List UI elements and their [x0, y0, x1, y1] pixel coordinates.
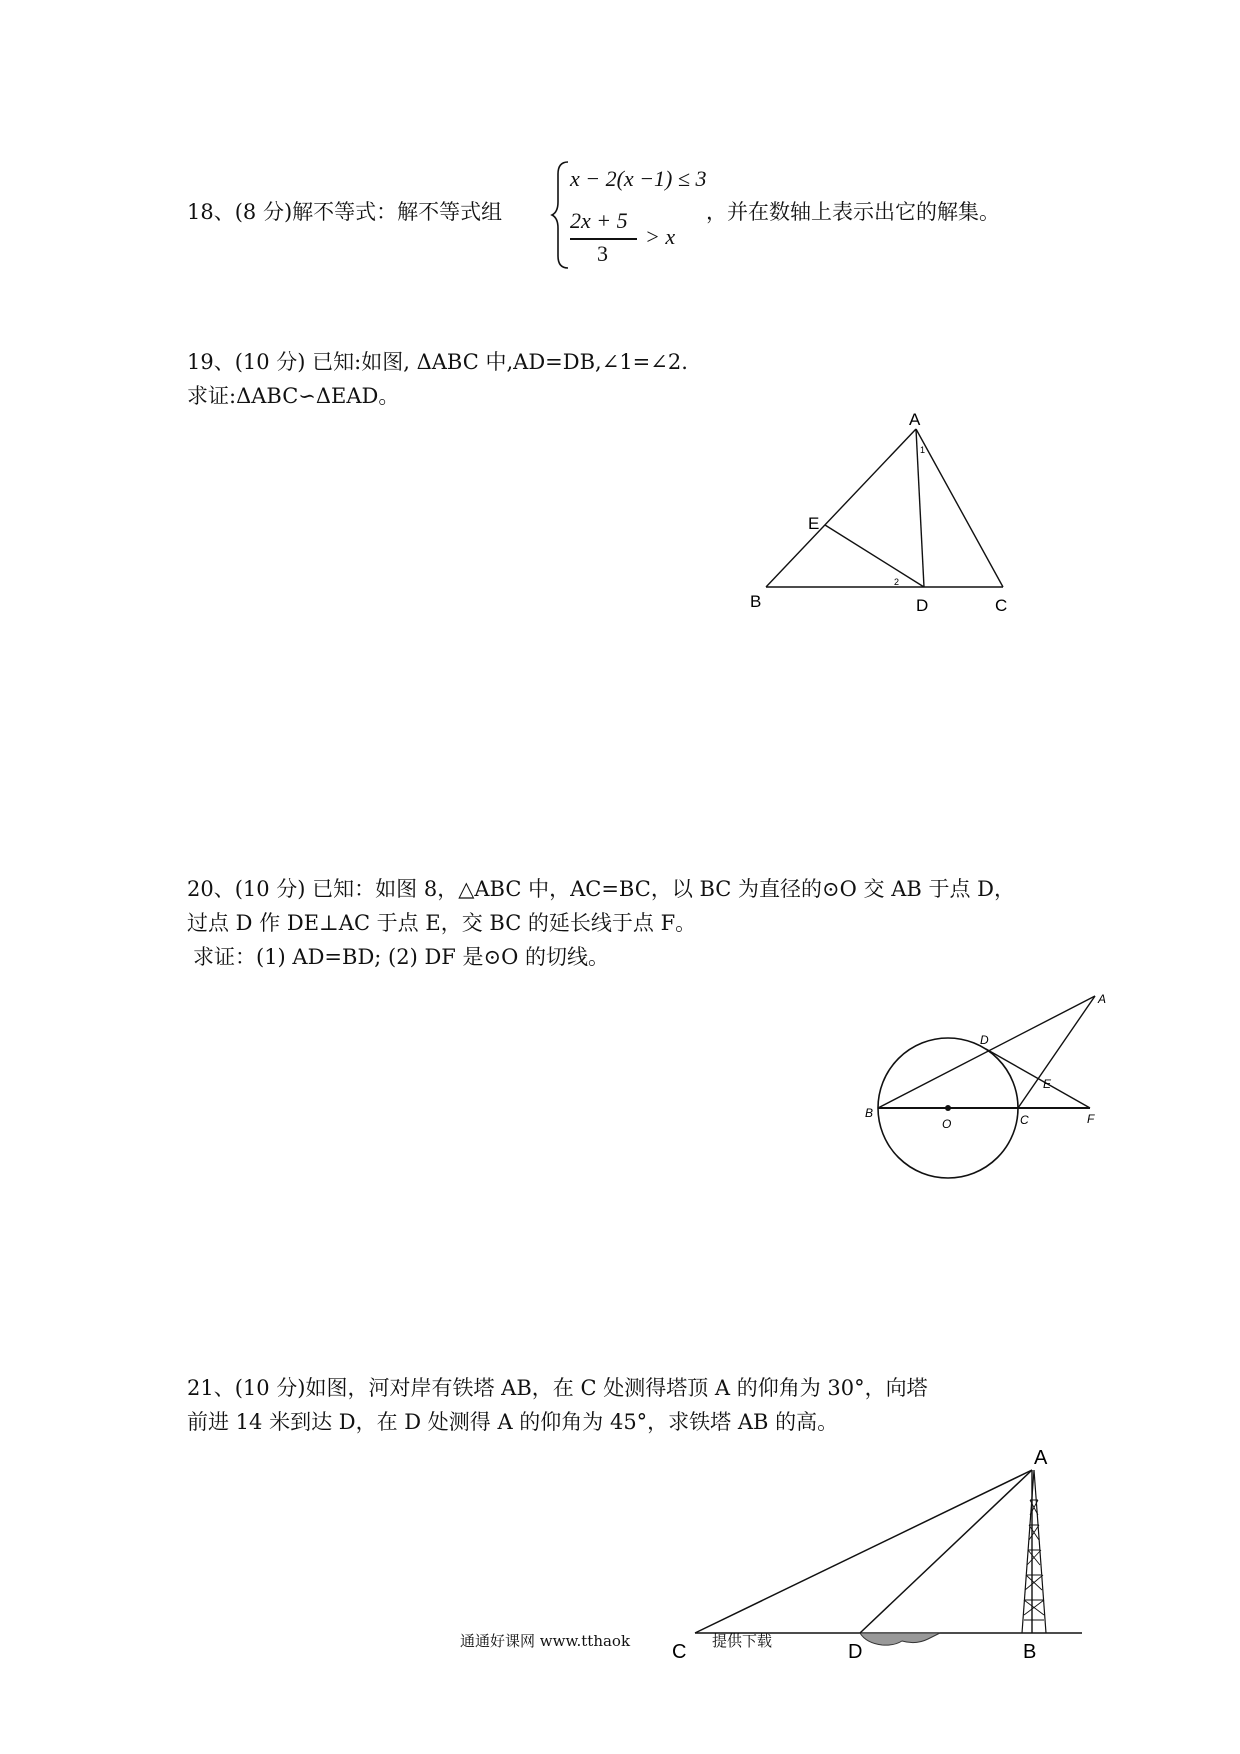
- q20-label-E: E: [1043, 1077, 1052, 1091]
- q21-line-2: 前进 14 米到达 D，在 D 处测得 A 的仰角为 45°，求铁塔 AB 的高。: [187, 1410, 839, 1434]
- q19-label-B: B: [750, 592, 762, 611]
- q20-label-C: C: [1020, 1113, 1029, 1127]
- q18-prefix: 18、(8 分)解不等式：解不等式组: [187, 200, 503, 224]
- q21-label-A: A: [1034, 1447, 1048, 1469]
- q19-line-1: 19、(10 分) 已知:如图, ΔABC 中,AD=DB,∠1=∠2.: [187, 350, 688, 374]
- q18-suffix: ，并在数轴上表示出它的解集。: [706, 200, 1000, 224]
- q21-line-1: 21、(10 分)如图，河对岸有铁塔 AB，在 C 处测得塔顶 A 的仰角为 30°，向塔: [187, 1376, 928, 1400]
- q21-label-B: B: [1023, 1641, 1037, 1663]
- q21-tower-figure: [670, 1440, 1090, 1663]
- q20-circle-figure: [860, 990, 1130, 1200]
- q18-fraction-denominator: 3: [597, 241, 608, 266]
- q20-label-B: B: [865, 1106, 874, 1120]
- q19-label-E: E: [808, 514, 820, 533]
- q18-fraction-relation: > x: [645, 224, 676, 249]
- q20-line-2: 过点 D 作 DE⊥AC 于点 E，交 BC 的延长线于点 F。: [187, 911, 697, 935]
- q18-inequality-1: x − 2(x −1) ≤ 3: [570, 166, 707, 191]
- q20-label-F: F: [1087, 1112, 1095, 1126]
- q20-label-A: A: [1098, 992, 1107, 1006]
- q19-label-A: A: [909, 410, 921, 429]
- q20-label-O: O: [942, 1117, 952, 1131]
- q19-label-angle-1: 1: [920, 445, 926, 455]
- q19-label-angle-2: 2: [894, 577, 900, 587]
- q20-line-1: 20、(10 分) 已知：如图 8，△ABC 中，AC=BC，以 BC 为直径的⊙O 交 AB 于点 D，: [187, 877, 1016, 901]
- q19-line-2: 求证:ΔABC∽ΔEAD。: [187, 384, 400, 408]
- q21-label-C: C: [672, 1641, 687, 1663]
- q18-brace: [552, 160, 572, 270]
- q21-label-D: D: [848, 1641, 863, 1663]
- q20-line-3: 求证：(1) AD=BD; (2) DF 是⊙O 的切线。: [193, 945, 610, 969]
- q19-label-D: D: [916, 596, 929, 615]
- footer-watermark-left: 通通好课网 www.tthaok: [460, 1632, 631, 1650]
- q20-label-D: D: [980, 1033, 989, 1047]
- q19-label-C: C: [995, 596, 1008, 615]
- q19-triangle-figure: [750, 405, 1030, 615]
- q18-fraction-numerator: 2x + 5: [570, 208, 628, 233]
- footer-watermark-right: 提供下载: [712, 1632, 773, 1650]
